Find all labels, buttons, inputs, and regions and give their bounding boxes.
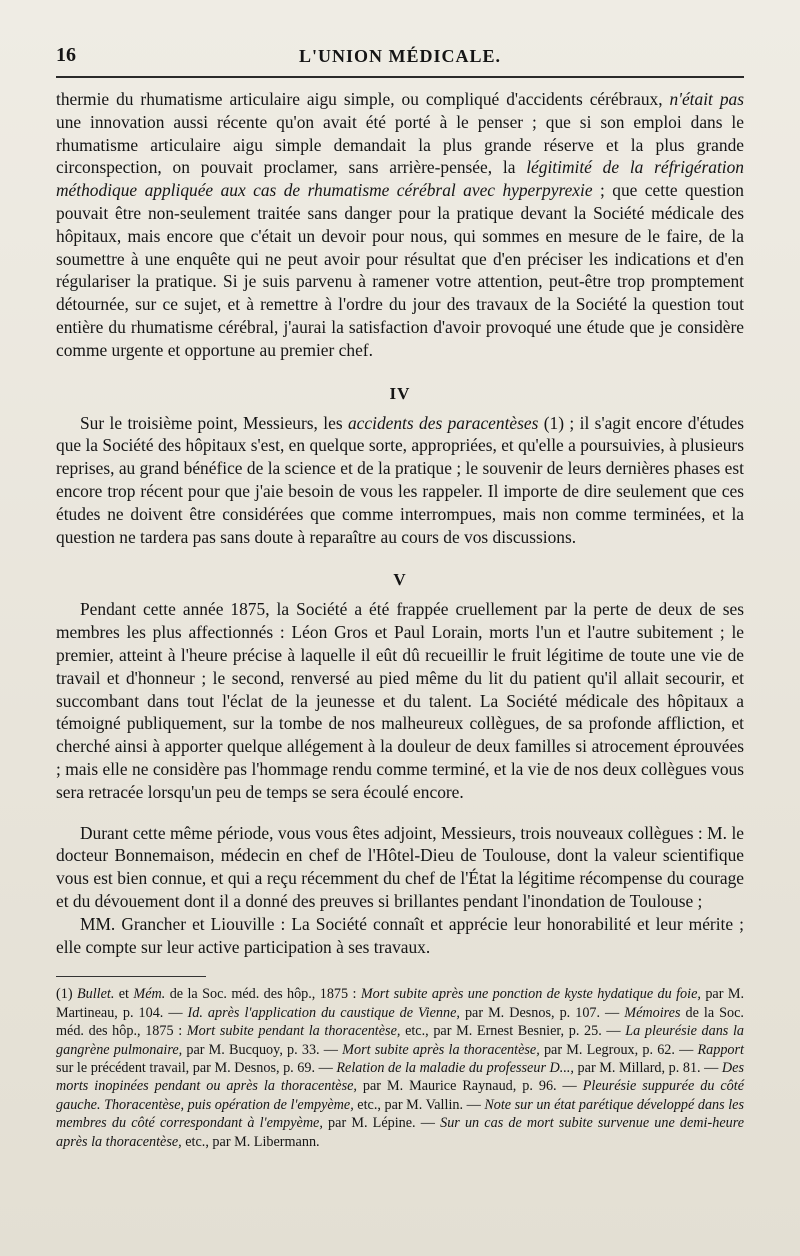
text-run: de la Soc. méd. des hôp., 1875 : xyxy=(56,1004,744,1040)
italic-run: accidents des paracentèses xyxy=(347,412,539,433)
italic-run: n'était pas xyxy=(669,89,744,109)
italic-run: Bullet. xyxy=(76,986,115,1003)
text-run: de la Soc. méd. des hôp., 1875 : xyxy=(165,986,361,1003)
text-run: Sur le troisième point, Messieurs, les xyxy=(80,412,348,433)
journal-title: L'UNION MÉDICALE. xyxy=(298,46,502,66)
text-run: etc., par M. Vallin. — xyxy=(353,1096,485,1113)
running-head xyxy=(56,40,744,78)
text-run: par M. Bucquoy, p. 33. — xyxy=(182,1041,343,1058)
text-run: par M. Desnos, p. 107. — xyxy=(459,1004,625,1021)
section-v-paragraph-3: MM. Grancher et Liouville : La Société connaît et apprécie leur honorabilité et leur mérite ; elle compte sur leur active participation à ses travaux. xyxy=(56,913,744,957)
italic-run: La pleurésie dans la gangrène pulmonaire, xyxy=(56,1023,745,1058)
text-run: thermie du rhumatisme articulaire aigu simple, ou compliqué d'accidents cérébraux, xyxy=(56,89,670,109)
section-numeral-iv: IV xyxy=(389,383,411,403)
text-run: sur le précédent travail, par M. Desnos, p. 69. — xyxy=(56,1059,337,1076)
text-run: etc., par M. Libermann. xyxy=(181,1133,320,1150)
footnote-rule xyxy=(56,976,206,977)
paragraph-gap xyxy=(56,804,744,822)
section-numeral-v: V xyxy=(393,570,407,590)
italic-run: Pleurésie suppurée du côté gauche. Thoracentèse, puis opération de l'empyème, xyxy=(56,1078,745,1113)
italic-run: Mort subite après la thoracentèse, xyxy=(342,1041,540,1058)
italic-run: Mort subite après une ponction de kyste hydatique du foie, xyxy=(360,986,701,1003)
section-v-paragraph-2: Durant cette même période, vous vous êtes adjoint, Messieurs, trois nouveaux collègues : M. le docteur Bonnemaison, médecin en chef de l'Hôtel-Dieu de Toulouse, dont la valeur scientifique vous est bien connue, et qui a reçu récemment du chef de l'État la légitime récompense du courage et du dévouement dont il a donné des preuves si brillantes pendant l'inondation de Toulouse ; xyxy=(56,822,744,911)
text-run: etc., par M. Ernest Besnier, p. 25. — xyxy=(400,1023,626,1040)
italic-run: Id. après l'application du caustique de Vienne, xyxy=(187,1004,460,1021)
italic-run: Sur un cas de mort subite survenue une demi-heure après la thoracentèse, xyxy=(56,1115,744,1150)
text-run: par M. Millard, p. 81. — xyxy=(573,1059,722,1076)
text-run: par M. Lépine. — xyxy=(322,1115,441,1132)
italic-run: Mort subite pendant la thoracentèse, xyxy=(186,1023,401,1040)
text-run: ; que cette question pouvait être non-seulement traitée sans danger pour la pratique devant la Société médicale des hôpitaux, mais encore que c'était un devoir pour nous, qui sommes en mesure de le faire, de la soumettre à une enquête qui ne peut avoir pour résultat que d'en préciser les indications et d'en régulariser la pratique. Si je suis parvenu à ramener votre attention, peut-être trop promptement détournée, sur ce sujet, et à remettre à l'ordre du jour des travaux de la Société la question tout entière du rhumatisme cérébral, j'aurai la satisfaction d'avoir provoqué une étude que je considère comme urgente et opportune au premier chef. xyxy=(56,180,744,360)
text-run: et xyxy=(114,986,134,1003)
italic-run: Mémoires xyxy=(624,1004,681,1021)
italic-run: légitimité de la réfrigération méthodique appliquée aux cas de rhumatisme cérébral avec hyperpyrexie xyxy=(56,157,745,201)
text-run: (1) ; il s'agit encore d'études que la Société des hôpitaux s'est, en quelque sorte, appropriées, et qu'elle a poursuivies, à plusieurs reprises, au grand bénéfice de la science et de la pratique ; le souvenir de leurs dernières phases est encore trop récent pour que j'aie besoin de vous les rappeler. Il importe de dire seulement que ces études ne doivent être considérées que comme interrompues, mais non comme terminées, et la question ne tardera pas sans doute à reparaître au cours de vos discussions. xyxy=(56,412,745,547)
italic-run: Rapport xyxy=(697,1041,744,1058)
text-run: par M. Maurice Raynaud, p. 96. — xyxy=(356,1078,583,1095)
text-run: par M. Martineau, p. 104. — xyxy=(56,986,744,1021)
text-run: (1) xyxy=(56,986,77,1003)
italic-run: Relation de la maladie du professeur D..., xyxy=(336,1059,574,1076)
intro-paragraph xyxy=(56,88,744,362)
text-run: une innovation aussi récente qu'on avait été porté à le penser ; que si son emploi dans le rhumatisme articulaire aigu simple demandait la plus grande réserve et la plus grande circonspection, on pouvait proclamer, sans arrière-pensée, la xyxy=(56,111,744,178)
page-number: 16 xyxy=(56,44,76,66)
footnote xyxy=(56,985,744,1151)
italic-run: Des morts inopinées pendant ou après la thoracentèse, xyxy=(56,1059,744,1095)
text-run: par M. Legroux, p. 62. — xyxy=(539,1041,698,1058)
italic-run: Mém. xyxy=(133,986,166,1003)
italic-run: Note sur un état parétique développé dans les membres du côté correspondant à l'empyème, xyxy=(56,1096,744,1132)
section-v-paragraph-1: Pendant cette année 1875, la Société a été frappée cruellement par la perte de deux de ses membres les plus affectionnés : Léon Gros et Paul Lorain, morts l'un et l'autre subitement ; le premier, atteint à l'heure précise à laquelle il eût dû recueillir le fruit légitime de toute une vie de travail et d'honneur ; le second, renversé au pied même du lit du patient qu'il allait secourir, et succombant dans tout l'éclat de la jeunesse et du talent. La Société médicale des hôpitaux a témoigné publiquement, sur la tombe de nos malheureux collègues, de sa profonde affliction, et cherché ainsi à apporter quelque allégement à la douleur de deux familles si atrocement éprouvées ; mais elle ne considère pas l'hommage rendu comme terminé, et la vie de nos deux collègues vous sera retracée lorsqu'un peu de temps se sera écoulé encore. xyxy=(56,599,744,802)
section-iv-paragraph xyxy=(56,412,744,549)
